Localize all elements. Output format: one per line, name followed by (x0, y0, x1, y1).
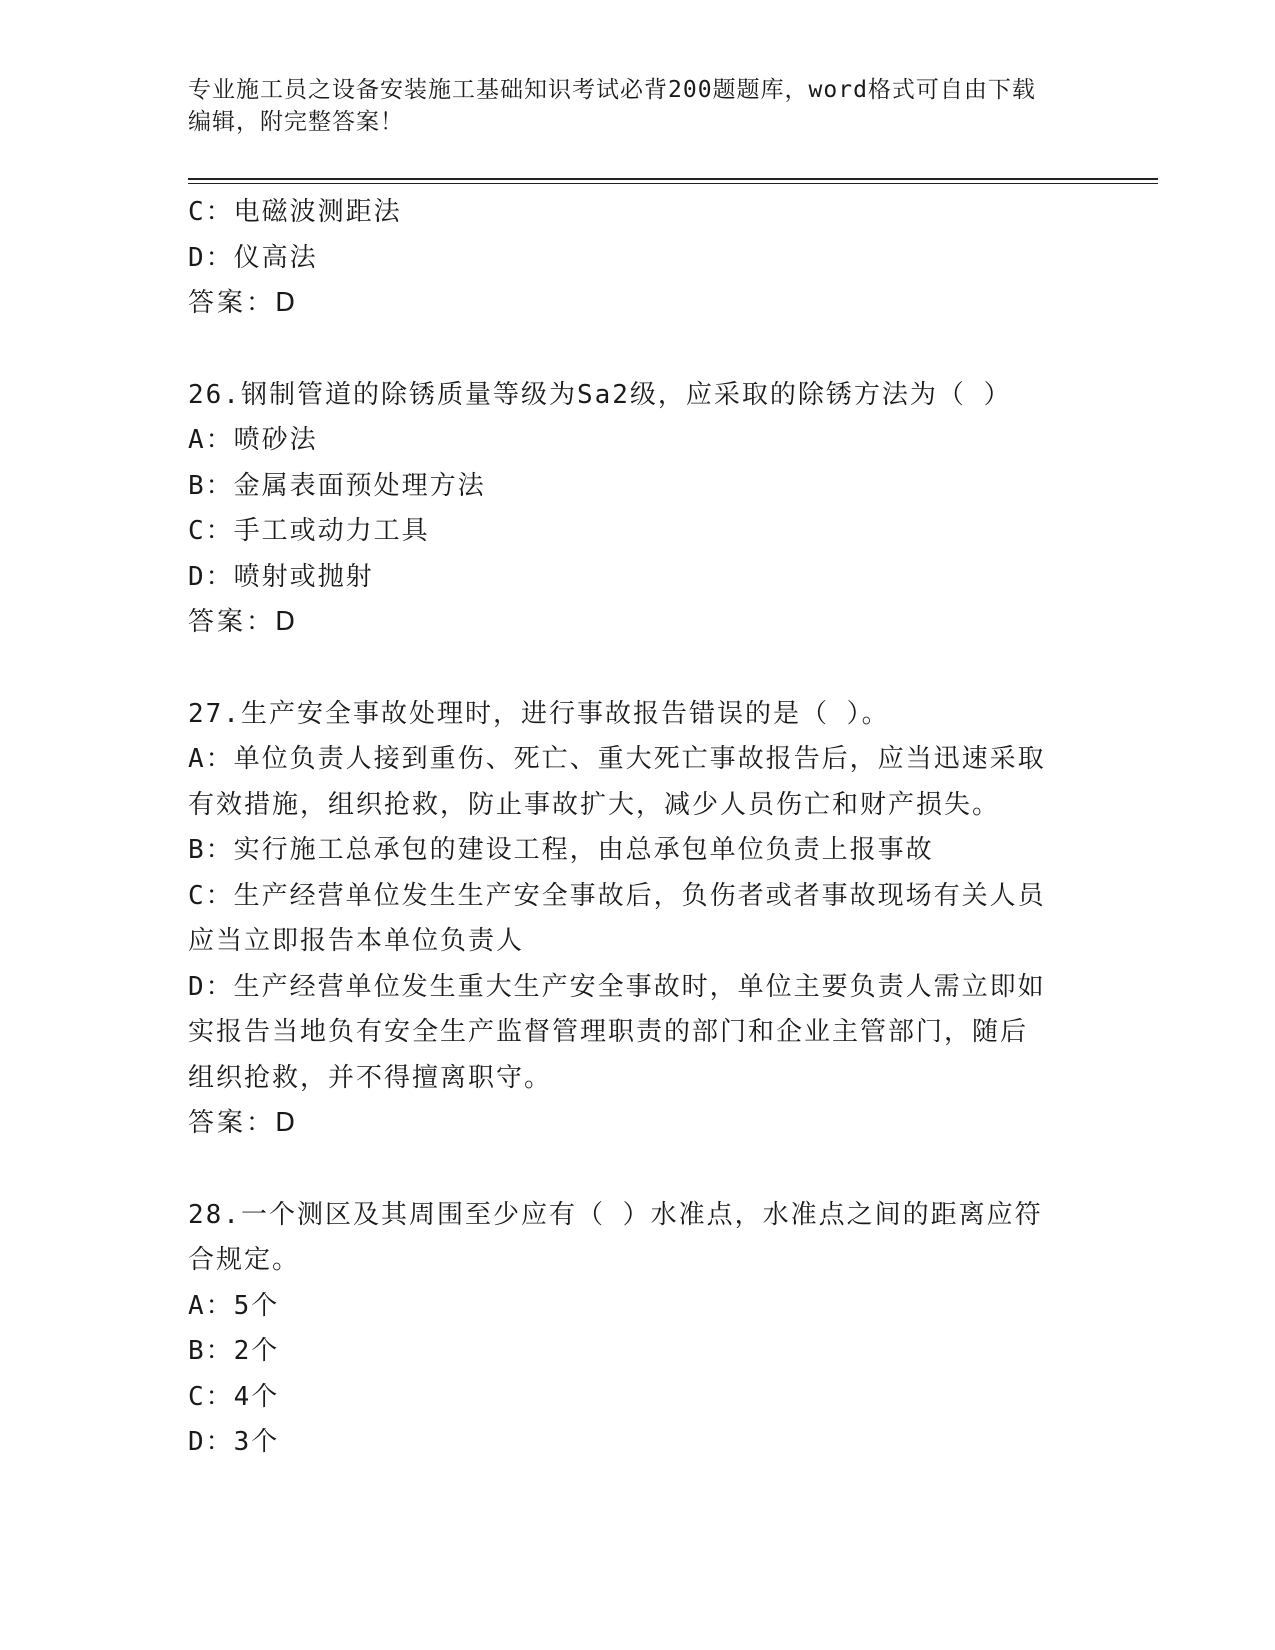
question-content (188, 190, 1088, 1466)
answer: 答案：D (188, 288, 299, 318)
question-26 (188, 373, 1088, 646)
option-b: B：实行施工总承包的建设工程，由总承包单位负责上报事故 (188, 835, 934, 865)
question-stem: 26.钢制管道的除锈质量等级为Sa2级，应采取的除锈方法为（ ） (188, 379, 1012, 410)
answer: 答案：D (188, 1108, 299, 1138)
option-a: A：单位负责人接到重伤、死亡、重大死亡事故报告后，应当迅速采取 (188, 744, 1046, 774)
option-a: A：喷砂法 (188, 425, 318, 455)
option-d-cont: 组织抢救，并不得擅离职守。 (188, 1062, 553, 1093)
answer: 答案：D (188, 607, 299, 637)
document-header (188, 74, 1088, 138)
option-d: D：生产经营单位发生重大生产安全事故时，单位主要负责人需立即如 (188, 971, 1046, 1002)
spacer (188, 646, 1088, 692)
spacer (188, 327, 1088, 373)
spacer (188, 1147, 1088, 1193)
option-d: D：仪高法 (188, 242, 318, 273)
question-27 (188, 692, 1088, 1147)
question-stem-cont: 合规定。 (188, 1245, 301, 1275)
header-line-1: 专业施工员之设备安装施工基础知识考试必背200题题库，word格式可自由下载 (188, 77, 1036, 103)
question-stem: 27.生产安全事故处理时，进行事故报告错误的是（ ）。 (188, 698, 890, 729)
option-a: A：5个 (188, 1290, 280, 1321)
header-line-2: 编辑，附完整答案！ (188, 109, 404, 135)
option-b: B：金属表面预处理方法 (188, 470, 486, 501)
option-d: D：喷射或抛射 (188, 561, 374, 592)
question-stem: 28.一个测区及其周围至少应有（ ）水准点，水准点之间的距离应符 (188, 1199, 1043, 1230)
option-d: D：3个 (188, 1427, 280, 1457)
option-c-cont: 应当立即报告本单位负责人 (188, 926, 525, 956)
option-c: C：生产经营单位发生生产安全事故后，负伤者或者事故现场有关人员 (188, 880, 1046, 911)
header-divider (188, 178, 1158, 184)
option-b: B：2个 (188, 1336, 280, 1366)
option-c: C：电磁波测距法 (188, 197, 402, 227)
option-a-cont: 有效措施，组织抢救，防止事故扩大，减少人员伤亡和财产损失。 (188, 789, 1001, 820)
option-c: C：4个 (188, 1381, 280, 1412)
prev-question-tail (188, 190, 1088, 327)
option-d-cont: 实报告当地负有安全生产监督管理职责的部门和企业主管部门，随后 (188, 1017, 1029, 1047)
question-28 (188, 1193, 1088, 1466)
option-c: C：手工或动力工具 (188, 516, 430, 546)
